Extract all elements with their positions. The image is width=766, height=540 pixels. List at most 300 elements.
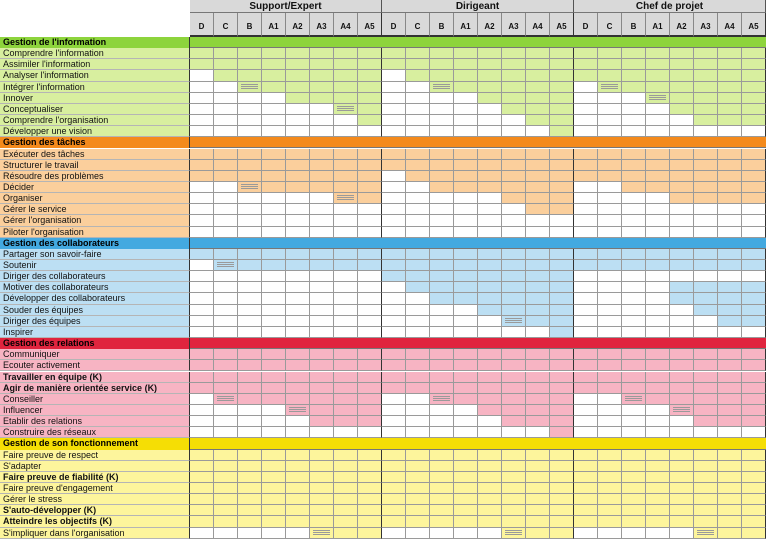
grid-cell [574, 494, 598, 505]
grid-cell [382, 405, 406, 416]
grid-cell [430, 282, 454, 293]
grid-cell [742, 360, 766, 371]
column-header: D [190, 13, 214, 37]
grid-cell [694, 171, 718, 182]
grid-cell [622, 528, 646, 539]
grid-cell [286, 48, 310, 59]
section-band [190, 438, 766, 449]
grid-cell [742, 227, 766, 238]
grid-cell [238, 70, 262, 81]
row-label: Inspirer [0, 327, 190, 338]
grid-cell [478, 360, 502, 371]
grid-cell [478, 483, 502, 494]
row-label: Travailler en équipe (K) [0, 372, 190, 383]
grid-cell [574, 293, 598, 304]
grid-cell [742, 126, 766, 137]
grid-cell [382, 293, 406, 304]
grid-cell [286, 372, 310, 383]
grid-cell [406, 171, 430, 182]
grid-cell [382, 227, 406, 238]
grid-cell [622, 316, 646, 327]
grid-cell [646, 305, 670, 316]
group-header: Dirigeant [382, 0, 574, 13]
grid-cell [214, 93, 238, 104]
grid-cell [454, 182, 478, 193]
row-label: Assimiler l'information [0, 59, 190, 70]
grid-cell [262, 528, 286, 539]
grid-cell [262, 82, 286, 93]
grid-cell [358, 383, 382, 394]
row-label: Décider [0, 182, 190, 193]
grid-cell [454, 260, 478, 271]
grid-cell [718, 405, 742, 416]
grid-cell [550, 427, 574, 438]
grid-cell [694, 528, 718, 539]
grid-cell [478, 472, 502, 483]
grid-cell [718, 349, 742, 360]
grid-cell [286, 316, 310, 327]
grid-cell [742, 271, 766, 282]
grid-cell [502, 93, 526, 104]
grid-cell [334, 171, 358, 182]
grid-cell [550, 160, 574, 171]
grid-cell [310, 93, 334, 104]
grid-cell [190, 227, 214, 238]
grid-cell [574, 282, 598, 293]
grid-cell [238, 249, 262, 260]
grid-cell [526, 70, 550, 81]
grid-cell [310, 249, 334, 260]
grid-cell [190, 316, 214, 327]
grid-cell [214, 260, 238, 271]
grid-cell [694, 160, 718, 171]
grid-cell [646, 383, 670, 394]
grid-cell [694, 260, 718, 271]
row-label: S'impliquer dans l'organisation [0, 528, 190, 539]
grid-cell [214, 516, 238, 527]
grid-cell [694, 383, 718, 394]
grid-cell [550, 215, 574, 226]
grid-cell [598, 494, 622, 505]
grid-cell [382, 528, 406, 539]
grid-cell [718, 305, 742, 316]
grid-cell [286, 104, 310, 115]
grid-cell [430, 249, 454, 260]
grid-cell [694, 494, 718, 505]
grid-cell [238, 383, 262, 394]
grid-cell [406, 93, 430, 104]
grid-cell [502, 494, 526, 505]
grid-cell [670, 416, 694, 427]
grid-cell [382, 160, 406, 171]
grid-cell [670, 516, 694, 527]
grid-cell [190, 427, 214, 438]
grid-cell [214, 227, 238, 238]
grid-cell [190, 405, 214, 416]
grid-cell [574, 126, 598, 137]
grid-cell [574, 372, 598, 383]
grid-cell [454, 494, 478, 505]
grid-cell [622, 416, 646, 427]
grid-cell [286, 528, 310, 539]
grid-cell [214, 483, 238, 494]
row-label: Innover [0, 93, 190, 104]
grid-cell [742, 282, 766, 293]
grid-cell [334, 327, 358, 338]
grid-cell [550, 282, 574, 293]
grid-cell [262, 182, 286, 193]
grid-cell [358, 305, 382, 316]
grid-cell [454, 104, 478, 115]
grid-cell [694, 59, 718, 70]
grid-cell [214, 171, 238, 182]
grid-cell [478, 383, 502, 394]
grid-cell [574, 472, 598, 483]
grid-cell [742, 70, 766, 81]
grid-cell [262, 204, 286, 215]
grid-cell [382, 59, 406, 70]
grid-cell [670, 249, 694, 260]
grid-cell [238, 115, 262, 126]
grid-cell [574, 215, 598, 226]
grid-cell [406, 48, 430, 59]
grid-cell [526, 171, 550, 182]
grid-cell [454, 372, 478, 383]
grid-cell [574, 249, 598, 260]
grid-cell [742, 327, 766, 338]
grid-cell [262, 483, 286, 494]
grid-cell [334, 505, 358, 516]
grid-cell [358, 104, 382, 115]
grid-cell [238, 349, 262, 360]
column-header: A5 [358, 13, 382, 37]
grid-cell [598, 528, 622, 539]
row-label: Conseiller [0, 394, 190, 405]
grid-cell [430, 450, 454, 461]
grid-cell [334, 293, 358, 304]
grid-cell [622, 383, 646, 394]
grid-cell [430, 494, 454, 505]
row-label: Faire preuve de fiabilité (K) [0, 472, 190, 483]
grid-cell [334, 115, 358, 126]
grid-cell [670, 271, 694, 282]
grid-cell [478, 282, 502, 293]
grid-cell [190, 461, 214, 472]
grid-cell [646, 416, 670, 427]
grid-cell [694, 227, 718, 238]
grid-cell [598, 461, 622, 472]
grid-cell [310, 160, 334, 171]
grid-cell [430, 516, 454, 527]
grid-cell [454, 171, 478, 182]
grid-cell [382, 461, 406, 472]
section-title: Gestion de son fonctionnement [0, 438, 190, 449]
grid-cell [454, 528, 478, 539]
grid-cell [670, 461, 694, 472]
grid-cell [670, 260, 694, 271]
grid-cell [622, 227, 646, 238]
grid-cell [526, 327, 550, 338]
grid-cell [718, 104, 742, 115]
grid-cell [526, 483, 550, 494]
grid-cell [694, 349, 718, 360]
grid-cell [406, 293, 430, 304]
row-label: Etablir des relations [0, 416, 190, 427]
grid-cell [526, 271, 550, 282]
grid-cell [190, 450, 214, 461]
grid-cell [334, 516, 358, 527]
grid-cell [190, 516, 214, 527]
grid-cell [382, 360, 406, 371]
grid-cell [718, 48, 742, 59]
grid-cell [310, 271, 334, 282]
grid-cell [190, 472, 214, 483]
grid-cell [190, 249, 214, 260]
grid-cell [430, 505, 454, 516]
grid-cell [670, 93, 694, 104]
grid-cell [526, 372, 550, 383]
grid-cell [646, 483, 670, 494]
grid-cell [478, 115, 502, 126]
grid-cell [550, 149, 574, 160]
grid-cell [190, 416, 214, 427]
grid-cell [358, 260, 382, 271]
grid-cell [262, 461, 286, 472]
grid-cell [478, 316, 502, 327]
grid-cell [622, 126, 646, 137]
grid-cell [406, 59, 430, 70]
grid-cell [478, 104, 502, 115]
column-header: A2 [286, 13, 310, 37]
grid-cell [358, 450, 382, 461]
row-label: Développer une vision [0, 126, 190, 137]
grid-cell [286, 293, 310, 304]
grid-cell [502, 149, 526, 160]
grid-cell [694, 360, 718, 371]
grid-cell [574, 260, 598, 271]
grid-cell [478, 305, 502, 316]
grid-cell [550, 494, 574, 505]
grid-cell [526, 93, 550, 104]
grid-cell [358, 316, 382, 327]
grid-cell [454, 48, 478, 59]
grid-cell [286, 494, 310, 505]
grid-cell [742, 305, 766, 316]
grid-cell [694, 48, 718, 59]
grid-cell [622, 260, 646, 271]
grid-cell [694, 450, 718, 461]
grid-cell [358, 394, 382, 405]
grid-cell [742, 149, 766, 160]
grid-cell [238, 182, 262, 193]
row-label: Souder des équipes [0, 305, 190, 316]
grid-cell [190, 293, 214, 304]
grid-cell [718, 383, 742, 394]
grid-cell [502, 528, 526, 539]
grid-cell [478, 405, 502, 416]
grid-cell [358, 160, 382, 171]
grid-cell [190, 360, 214, 371]
grid-cell [382, 149, 406, 160]
grid-cell [334, 494, 358, 505]
grid-cell [382, 193, 406, 204]
grid-cell [718, 483, 742, 494]
row-label: Résoudre des problèmes [0, 171, 190, 182]
grid-cell [646, 249, 670, 260]
grid-cell [646, 82, 670, 93]
grid-cell [310, 327, 334, 338]
grid-cell [598, 93, 622, 104]
grid-cell [406, 360, 430, 371]
grid-cell [574, 394, 598, 405]
grid-cell [310, 282, 334, 293]
grid-cell [478, 193, 502, 204]
grid-cell [718, 505, 742, 516]
grid-cell [430, 316, 454, 327]
grid-cell [550, 372, 574, 383]
grid-cell [670, 82, 694, 93]
grid-cell [286, 282, 310, 293]
grid-cell [214, 383, 238, 394]
grid-cell [478, 249, 502, 260]
grid-cell [310, 48, 334, 59]
grid-cell [238, 149, 262, 160]
section-title: Gestion des tâches [0, 137, 190, 148]
row-label: Communiquer [0, 349, 190, 360]
grid-cell [238, 82, 262, 93]
grid-cell [334, 82, 358, 93]
grid-cell [310, 450, 334, 461]
grid-cell [694, 82, 718, 93]
column-header: A4 [718, 13, 742, 37]
grid-cell [430, 305, 454, 316]
grid-cell [190, 104, 214, 115]
grid-cell [190, 483, 214, 494]
grid-cell [574, 416, 598, 427]
grid-cell [262, 416, 286, 427]
grid-cell [502, 483, 526, 494]
grid-cell [190, 115, 214, 126]
section-title: Gestion des collaborateurs [0, 238, 190, 249]
grid-cell [694, 483, 718, 494]
grid-cell [382, 327, 406, 338]
grid-cell [454, 193, 478, 204]
grid-cell [526, 405, 550, 416]
grid-cell [358, 59, 382, 70]
grid-cell [622, 450, 646, 461]
grid-cell [262, 104, 286, 115]
grid-cell [454, 505, 478, 516]
grid-cell [406, 416, 430, 427]
grid-cell [694, 516, 718, 527]
grid-cell [238, 282, 262, 293]
grid-cell [694, 126, 718, 137]
grid-cell [670, 472, 694, 483]
grid-cell [190, 82, 214, 93]
grid-cell [622, 505, 646, 516]
grid-cell [382, 450, 406, 461]
grid-cell [286, 59, 310, 70]
grid-cell [334, 193, 358, 204]
grid-cell [190, 126, 214, 137]
grid-cell [502, 293, 526, 304]
row-label: Développer des collaborateurs [0, 293, 190, 304]
section-title: Gestion de l'information [0, 37, 190, 48]
grid-cell [718, 450, 742, 461]
grid-cell [310, 204, 334, 215]
grid-cell [502, 160, 526, 171]
grid-cell [382, 394, 406, 405]
grid-cell [646, 472, 670, 483]
grid-cell [646, 59, 670, 70]
grid-cell [478, 70, 502, 81]
grid-cell [574, 383, 598, 394]
grid-cell [382, 104, 406, 115]
grid-cell [382, 204, 406, 215]
section-band [190, 137, 766, 148]
grid-cell [238, 405, 262, 416]
grid-cell [382, 115, 406, 126]
grid-cell [646, 282, 670, 293]
grid-cell [742, 505, 766, 516]
row-label: Analyser l'information [0, 70, 190, 81]
grid-cell [430, 260, 454, 271]
grid-cell [406, 104, 430, 115]
grid-cell [526, 293, 550, 304]
grid-cell [358, 405, 382, 416]
grid-cell [358, 416, 382, 427]
grid-cell [670, 394, 694, 405]
grid-cell [430, 383, 454, 394]
grid-cell [622, 82, 646, 93]
grid-cell [526, 494, 550, 505]
grid-cell [478, 126, 502, 137]
grid-cell [598, 82, 622, 93]
grid-cell [742, 416, 766, 427]
grid-cell [382, 427, 406, 438]
grid-cell [502, 450, 526, 461]
grid-cell [742, 472, 766, 483]
grid-cell [646, 93, 670, 104]
grid-cell [550, 59, 574, 70]
grid-cell [262, 115, 286, 126]
grid-cell [550, 104, 574, 115]
grid-cell [238, 483, 262, 494]
grid-cell [718, 160, 742, 171]
grid-cell [262, 70, 286, 81]
grid-cell [238, 215, 262, 226]
grid-cell [502, 59, 526, 70]
grid-cell [742, 372, 766, 383]
grid-cell [694, 505, 718, 516]
grid-cell [646, 405, 670, 416]
grid-cell [622, 48, 646, 59]
row-label: Gérer le service [0, 204, 190, 215]
grid-cell [718, 93, 742, 104]
grid-cell [214, 305, 238, 316]
grid-cell [598, 215, 622, 226]
grid-cell [574, 171, 598, 182]
grid-cell [694, 70, 718, 81]
grid-cell [646, 427, 670, 438]
grid-cell [262, 271, 286, 282]
grid-cell [622, 149, 646, 160]
grid-cell [646, 516, 670, 527]
grid-cell [646, 505, 670, 516]
grid-cell [430, 171, 454, 182]
grid-cell [478, 516, 502, 527]
grid-cell [622, 360, 646, 371]
